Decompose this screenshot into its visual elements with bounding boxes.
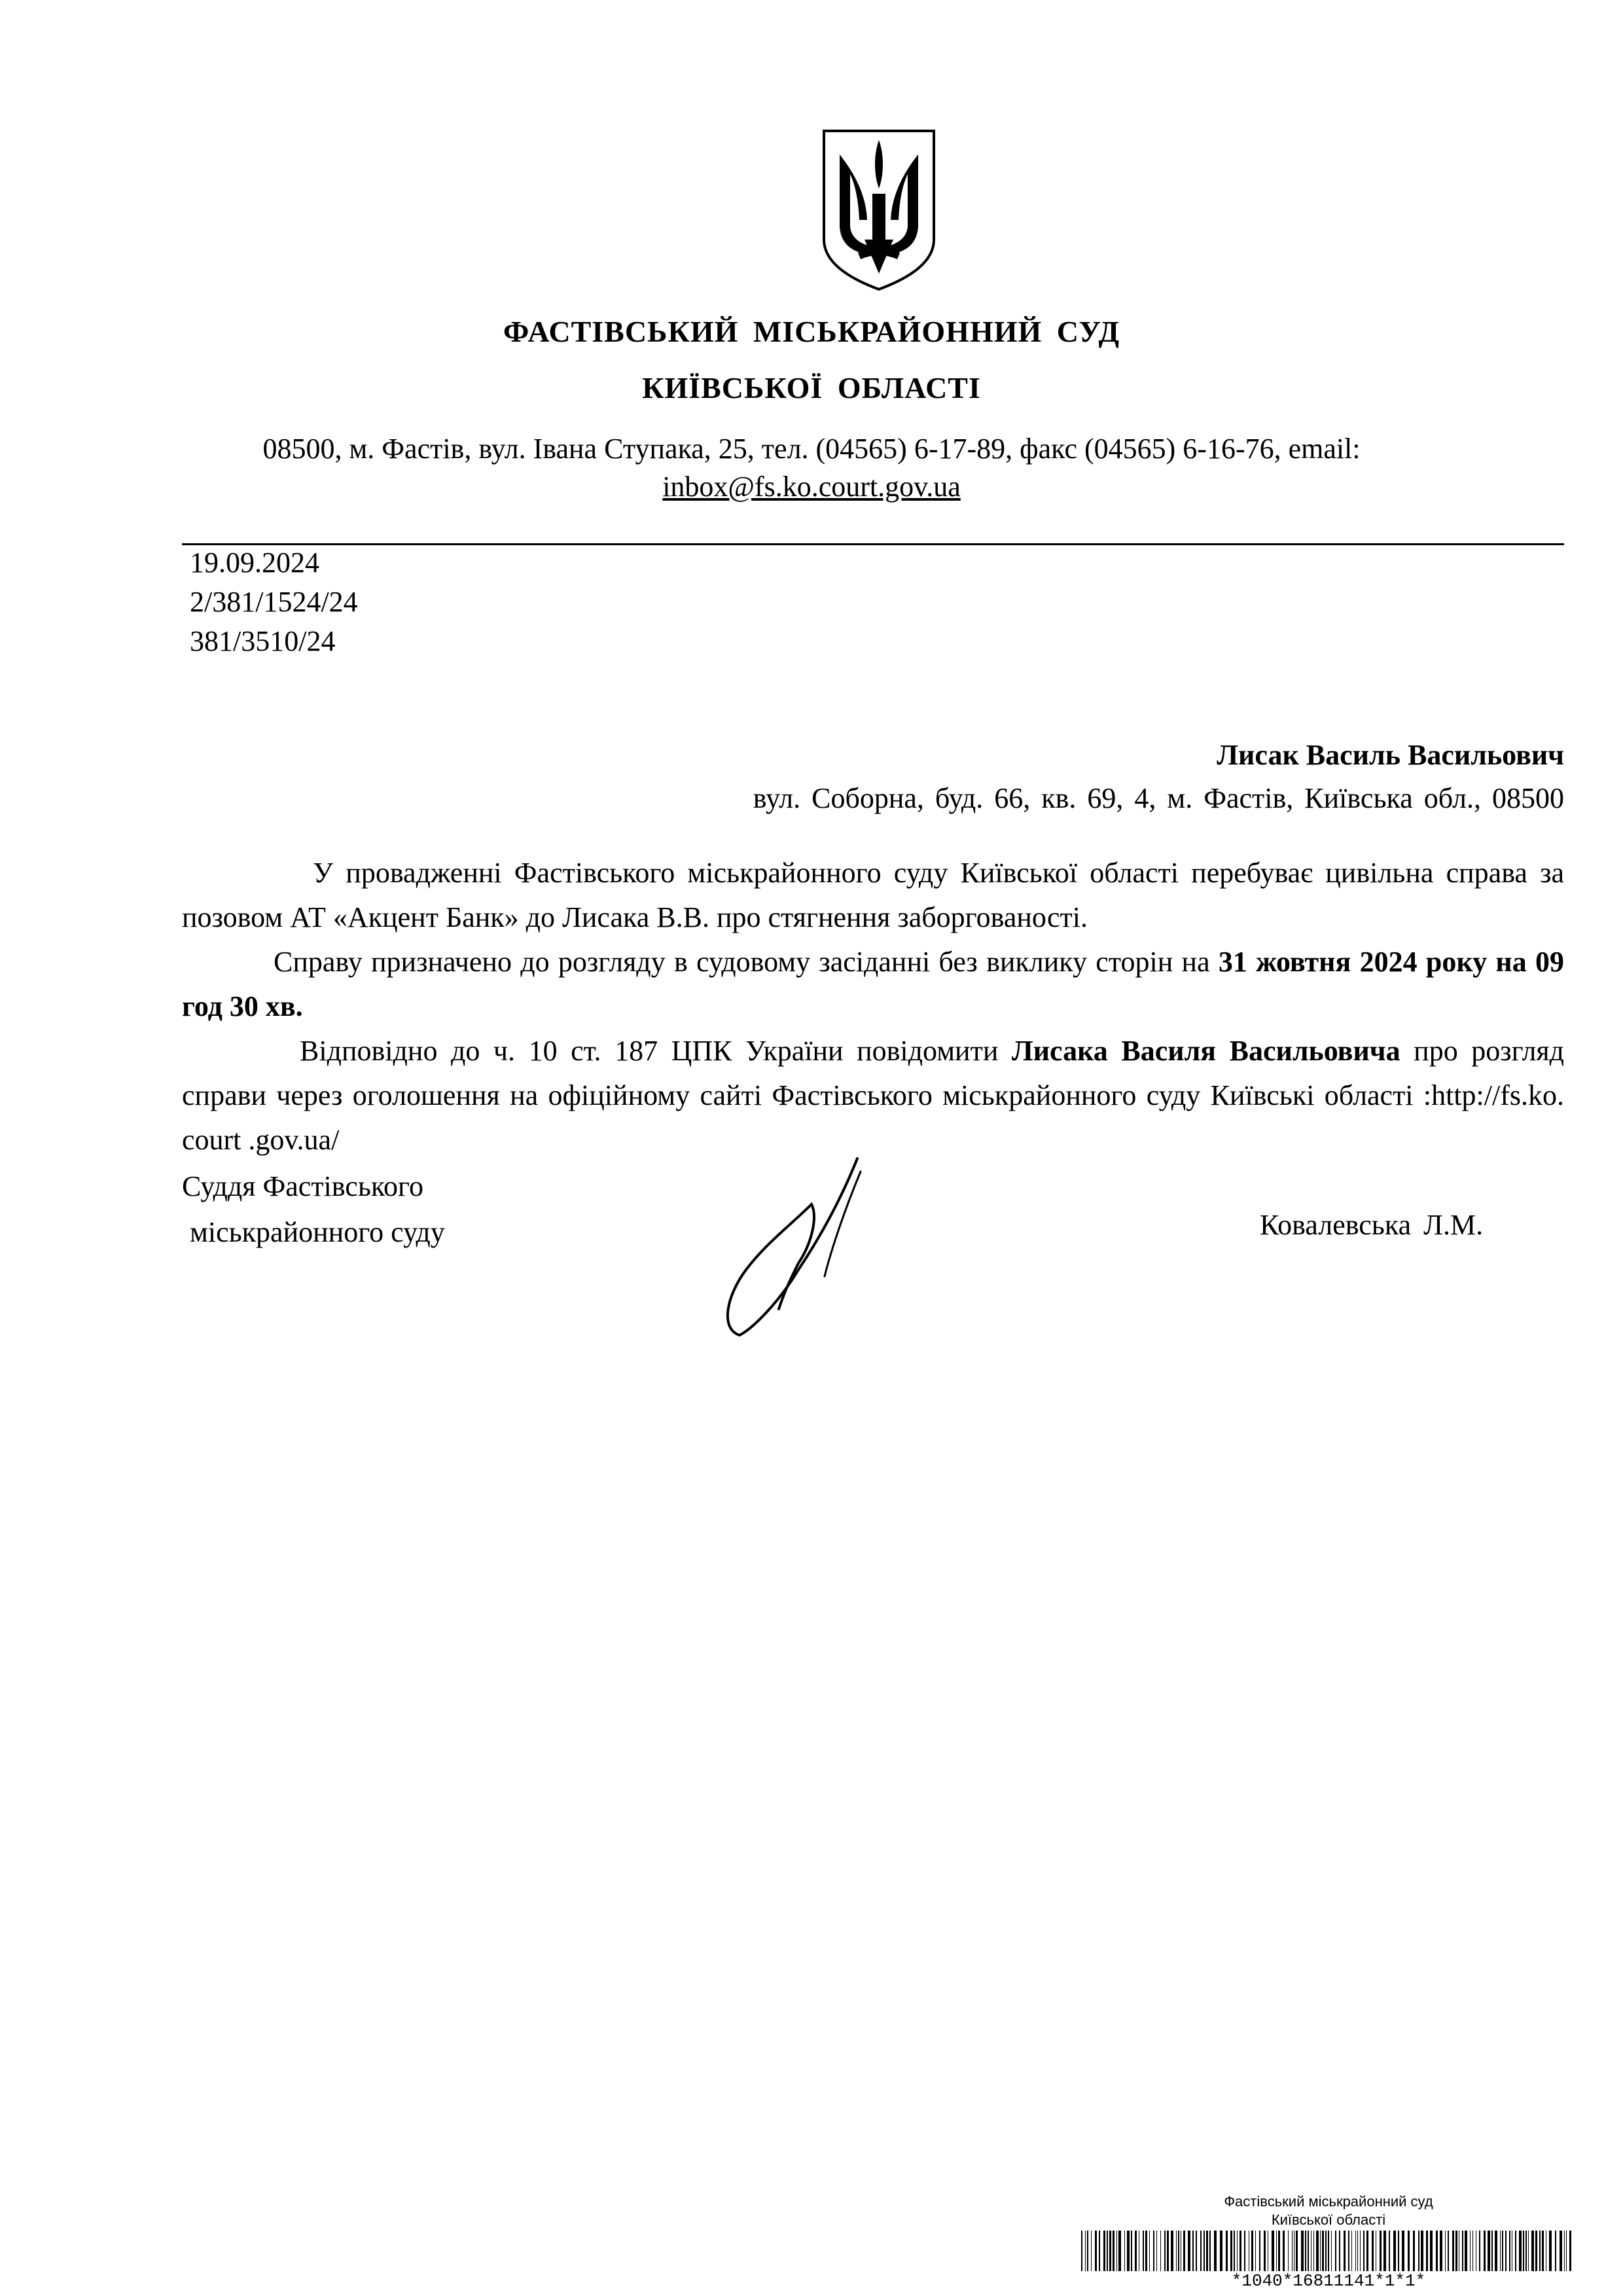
judge-title-line1: Суддя Фастівського <box>182 1170 423 1202</box>
court-address: 08500, м. Фастів, вул. Івана Ступака, 25, тел. (04565) 6-17-89, факс (04565) 6-16-76, email: <box>262 433 1361 465</box>
letter-date: 19.09.2024 <box>190 547 319 579</box>
judge-title-line2: міськрайонного суду <box>190 1216 445 1248</box>
paragraph-hearing-text: Справу призначено до розгляду в судовому засіданні без виклику сторін на <box>274 946 1210 978</box>
paragraph-case-info <box>182 851 1564 940</box>
court-email-line <box>0 470 1623 503</box>
paragraph-notice-start: Відповідно до ч. 10 ст. 187 ЦПК України повідомити <box>300 1035 999 1067</box>
barcode-icon <box>1080 2231 1577 2271</box>
court-region: КИЇВСЬКОЇ ОБЛАСТІ <box>642 371 981 404</box>
registry-stamp-line1: Фастівський міськрайонний суд <box>1224 2193 1433 2210</box>
barcode-number: *1040*16811141*1*1* <box>1231 2271 1426 2291</box>
handwritten-signature-icon <box>694 1152 877 1342</box>
recipient-name: Лисак Василь Васильович <box>1217 739 1564 771</box>
judge-name: Ковалевська Л.М. <box>1260 1209 1484 1241</box>
registry-stamp-line2: Київської області <box>1271 2212 1386 2228</box>
court-name: ФАСТІВСЬКИЙ МІСЬКРАЙОННИЙ СУД <box>503 315 1120 348</box>
paragraph-notice-end: про розгляд справи через оголошення на офіційному сайті Фастівського міськрайонного суду Київські області :http://fs.ko. court .gov.ua/ <box>182 1035 1565 1156</box>
header-divider <box>182 543 1564 545</box>
defendant-name: Лисака Василя Васильовича <box>1011 1035 1400 1067</box>
paragraph-hearing <box>182 940 1564 1029</box>
judge-title <box>182 1164 445 1255</box>
ukraine-coat-of-arms-icon <box>820 128 938 292</box>
recipient-address: вул. Соборна, буд. 66, кв. 69, 4, м. Фастів, Київська обл., 08500 <box>753 782 1564 814</box>
paragraph-case-info-text: У провадженні Фастівського міськрайонного суду Київської області перебуває цивільна справа за позовом АТ «Акцент Банк» до Лисака В.В. про стягнення заборгованості. <box>182 857 1564 933</box>
court-email-link[interactable]: inbox@fs.ko.court.gov.ua <box>662 471 961 503</box>
proceeding-number: 381/3510/24 <box>190 625 336 657</box>
hearing-datetime: 31 жовтня 2024 року на 09 год 30 хв. <box>182 946 1564 1022</box>
case-number: 2/381/1524/24 <box>190 586 358 618</box>
paragraph-notice <box>182 1029 1564 1162</box>
registry-stamp <box>1086 2193 1571 2229</box>
